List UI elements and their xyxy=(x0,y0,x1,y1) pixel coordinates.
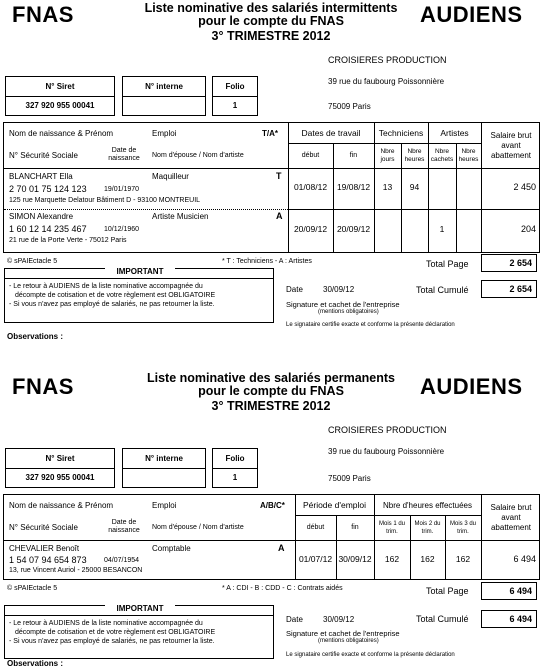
employees-table xyxy=(3,494,540,580)
row-mois2: 162 xyxy=(420,553,435,564)
company-city: 75009 Paris xyxy=(328,102,371,111)
row-birth: 04/07/1954 xyxy=(104,557,140,564)
signature-label: Signature et cachet de l'entreprise xyxy=(286,300,400,309)
row-birth: 10/12/1960 xyxy=(104,226,140,233)
row-secu: 2 70 01 75 124 123 xyxy=(9,184,87,194)
interne-box xyxy=(122,76,206,116)
company-address: 39 rue du faubourg Poissonnière xyxy=(328,77,445,86)
header-type: A/B/C* xyxy=(260,501,285,510)
row-fin: 20/09/12 xyxy=(336,223,371,234)
folio-box xyxy=(212,76,258,116)
title-line-1: Liste nominative des salariés intermittents xyxy=(144,1,398,15)
audiens-title: AUDIENS xyxy=(420,374,523,399)
header-mois2: Mois 2 du trim. xyxy=(414,520,441,535)
important-line: décompte de cotisation et de votre règlement est OBLIGATOIRE xyxy=(15,629,216,636)
interne-label: N° interne xyxy=(145,82,183,91)
row-type: T xyxy=(276,171,282,181)
header-heures: Nbre d'heures effectuées xyxy=(383,500,472,510)
total-cumule-label: Total Cumulé xyxy=(416,614,469,624)
date-value: 30/09/12 xyxy=(323,285,355,294)
section-permanents xyxy=(0,370,542,670)
header-tech-jours: Nbre jours xyxy=(380,147,395,163)
total-page-value: 2 654 xyxy=(509,258,532,268)
audiens-title: AUDIENS xyxy=(420,2,523,27)
header-date-naissance: Date de naissance xyxy=(108,519,140,534)
title-line-2: pour le compte du FNAS xyxy=(198,14,344,28)
total-cumule-value: 6 494 xyxy=(509,614,532,624)
mentions-label: (mentions obligatoires) xyxy=(318,638,379,644)
header-art-heures: Nbre heures xyxy=(458,147,479,163)
header-tech-heures: Nbre heures xyxy=(404,147,425,163)
header-type: T/A* xyxy=(262,129,278,138)
row-nom: BLANCHART Ella xyxy=(9,172,73,181)
folio-box xyxy=(212,448,258,488)
row-debut: 20/09/12 xyxy=(293,223,328,234)
date-label: Date xyxy=(286,615,303,624)
important-title: IMPORTANT xyxy=(105,604,175,613)
siret-value: 327 920 955 00041 xyxy=(25,473,95,482)
observations-label: Observations : xyxy=(7,659,64,668)
important-text xyxy=(9,282,215,309)
siret-label: N° Siret xyxy=(45,454,75,463)
important-line: décompte de cotisation et de votre règlement est OBLIGATOIRE xyxy=(15,292,216,299)
row-address: 13, rue Vincent Auriol - 25000 BESANCON xyxy=(9,567,143,574)
header-debut: début xyxy=(301,152,320,159)
company-name: CROISIERES PRODUCTION xyxy=(328,425,447,435)
title-line-2: pour le compte du FNAS xyxy=(198,384,344,398)
total-cumule-label: Total Cumulé xyxy=(416,285,469,295)
header-nom: Nom de naissance & Prénom xyxy=(9,501,114,510)
total-page-box xyxy=(481,254,537,272)
signature-label: Signature et cachet de l'entreprise xyxy=(286,629,400,638)
row-debut: 01/07/12 xyxy=(298,553,333,564)
total-page-label: Total Page xyxy=(426,259,469,269)
row-salaire: 2 450 xyxy=(513,182,536,192)
header-salaire: Salaire brut avant abattement xyxy=(490,130,532,160)
row-type: A xyxy=(278,543,285,553)
row-jours: 13 xyxy=(382,181,393,192)
header-emploi: Emploi xyxy=(152,129,177,138)
header-salaire: Salaire brut avant abattement xyxy=(490,502,532,532)
row-mois1: 162 xyxy=(384,553,400,564)
total-cumule-box xyxy=(481,610,537,628)
total-cumule-value: 2 654 xyxy=(509,284,532,294)
total-page-label: Total Page xyxy=(426,586,469,596)
header-date-naissance: Date de naissance xyxy=(108,147,140,162)
company-name: CROISIERES PRODUCTION xyxy=(328,55,447,65)
date-value: 30/09/12 xyxy=(323,615,355,624)
header-mois1: Mois 1 du trim. xyxy=(378,520,405,535)
row-birth: 19/01/1970 xyxy=(104,186,140,193)
header-secu: N° Sécurité Sociale xyxy=(9,151,79,160)
row-heures xyxy=(401,220,428,238)
total-page-box xyxy=(481,582,537,600)
row-address: 21 rue de la Porte Verte - 75012 Paris xyxy=(9,237,127,244)
total-page-value: 6 494 xyxy=(509,586,532,596)
row-emploi: Maquilleur xyxy=(152,172,189,181)
observations-label: Observations : xyxy=(7,332,64,341)
software-label: © sPAIEctacle 5 xyxy=(7,258,58,265)
title-line-3: 3° TRIMESTRE 2012 xyxy=(211,399,331,413)
document-title xyxy=(120,2,422,43)
company-address: 39 rue du faubourg Poissonnière xyxy=(328,447,445,456)
header-nom: Nom de naissance & Prénom xyxy=(9,129,114,138)
header-artistes: Artistes xyxy=(440,127,469,138)
row-jours xyxy=(374,220,401,238)
important-box xyxy=(4,605,274,659)
header-fin: fin xyxy=(351,524,359,531)
row-nom: CHEVALIER Benoît xyxy=(9,544,80,553)
row-secu: 1 60 12 14 235 467 xyxy=(9,224,87,234)
important-line: - Le retour à AUDIENS de la liste nominative accompagnée du xyxy=(9,283,203,290)
important-text xyxy=(9,619,215,646)
row-debut: 01/08/12 xyxy=(293,181,328,192)
title-line-3: 3° TRIMESTRE 2012 xyxy=(211,29,331,43)
date-label: Date xyxy=(286,285,303,294)
document-title xyxy=(120,372,422,413)
certifie-label: Le signataire certifie exacte et conforme la présente déclaration xyxy=(286,652,455,658)
certifie-label: Le signataire certifie exacte et conforme la présente déclaration xyxy=(286,322,455,328)
interne-box xyxy=(122,448,206,488)
siret-value: 327 920 955 00041 xyxy=(25,101,95,110)
siret-box xyxy=(5,76,115,116)
row-mois3: 162 xyxy=(455,553,471,564)
folio-value: 1 xyxy=(232,101,238,110)
row-heures: 94 xyxy=(409,181,420,192)
important-box xyxy=(4,268,274,323)
header-epouse: Nom d'épouse / Nom d'artiste xyxy=(152,152,244,159)
interne-label: N° interne xyxy=(145,454,183,463)
important-line: - Le retour à AUDIENS de la liste nominative accompagnée du xyxy=(9,620,203,627)
type-legend: * T : Techniciens - A : Artistes xyxy=(222,258,312,265)
company-city: 75009 Paris xyxy=(328,474,371,483)
software-label: © sPAIEctacle 5 xyxy=(7,585,58,592)
row-secu: 1 54 07 94 654 873 xyxy=(9,555,87,565)
fnas-title: FNAS xyxy=(12,2,74,27)
important-title: IMPORTANT xyxy=(105,267,175,276)
header-mois3: Mois 3 du trim. xyxy=(449,520,476,535)
header-art-cachets: Nbre cachets xyxy=(430,147,454,163)
row-fin: 19/08/12 xyxy=(336,181,371,192)
employees-table xyxy=(3,122,540,253)
folio-value: 1 xyxy=(232,473,238,482)
header-secu: N° Sécurité Sociale xyxy=(9,523,79,532)
row-emploi: Comptable xyxy=(152,544,191,553)
type-legend: * A : CDI - B : CDD - C : Contrats aidés xyxy=(222,585,343,592)
total-cumule-box xyxy=(481,280,537,298)
header-emploi: Emploi xyxy=(152,501,177,510)
header-dates: Dates de travail xyxy=(301,127,361,138)
folio-label: Folio xyxy=(225,82,245,91)
header-techniciens: Techniciens xyxy=(378,127,424,138)
row-art-heures xyxy=(456,178,481,196)
row-salaire: 6 494 xyxy=(513,554,536,564)
row-cachets: 1 xyxy=(439,223,445,234)
title-line-1: Liste nominative des salariés permanents xyxy=(146,371,396,385)
header-epouse: Nom d'épouse / Nom d'artiste xyxy=(152,524,244,531)
siret-label: N° Siret xyxy=(45,82,75,91)
row-address: 125 rue Marquette Delatour Bâtiment D - 93100 MONTREUIL xyxy=(9,197,201,204)
mentions-label: (mentions obligatoires) xyxy=(318,309,379,315)
header-fin: fin xyxy=(349,152,358,159)
row-art-heures xyxy=(456,220,481,238)
row-fin: 30/09/12 xyxy=(338,553,372,564)
header-periode: Période d'emploi xyxy=(302,499,367,510)
row-salaire: 204 xyxy=(520,224,536,234)
row-cachets xyxy=(428,178,456,196)
fnas-title: FNAS xyxy=(12,374,74,399)
folio-label: Folio xyxy=(225,454,245,463)
important-line: - Si vous n'avez pas employé de salariés, ne pas retourner la liste. xyxy=(9,638,215,645)
siret-box xyxy=(5,448,115,488)
row-nom: SIMON Alexandre xyxy=(9,212,74,221)
header-debut: début xyxy=(306,524,325,531)
important-line: - Si vous n'avez pas employé de salariés, ne pas retourner la liste. xyxy=(9,301,215,308)
row-emploi: Artiste Musicien xyxy=(152,212,209,221)
row-type: A xyxy=(276,211,283,221)
